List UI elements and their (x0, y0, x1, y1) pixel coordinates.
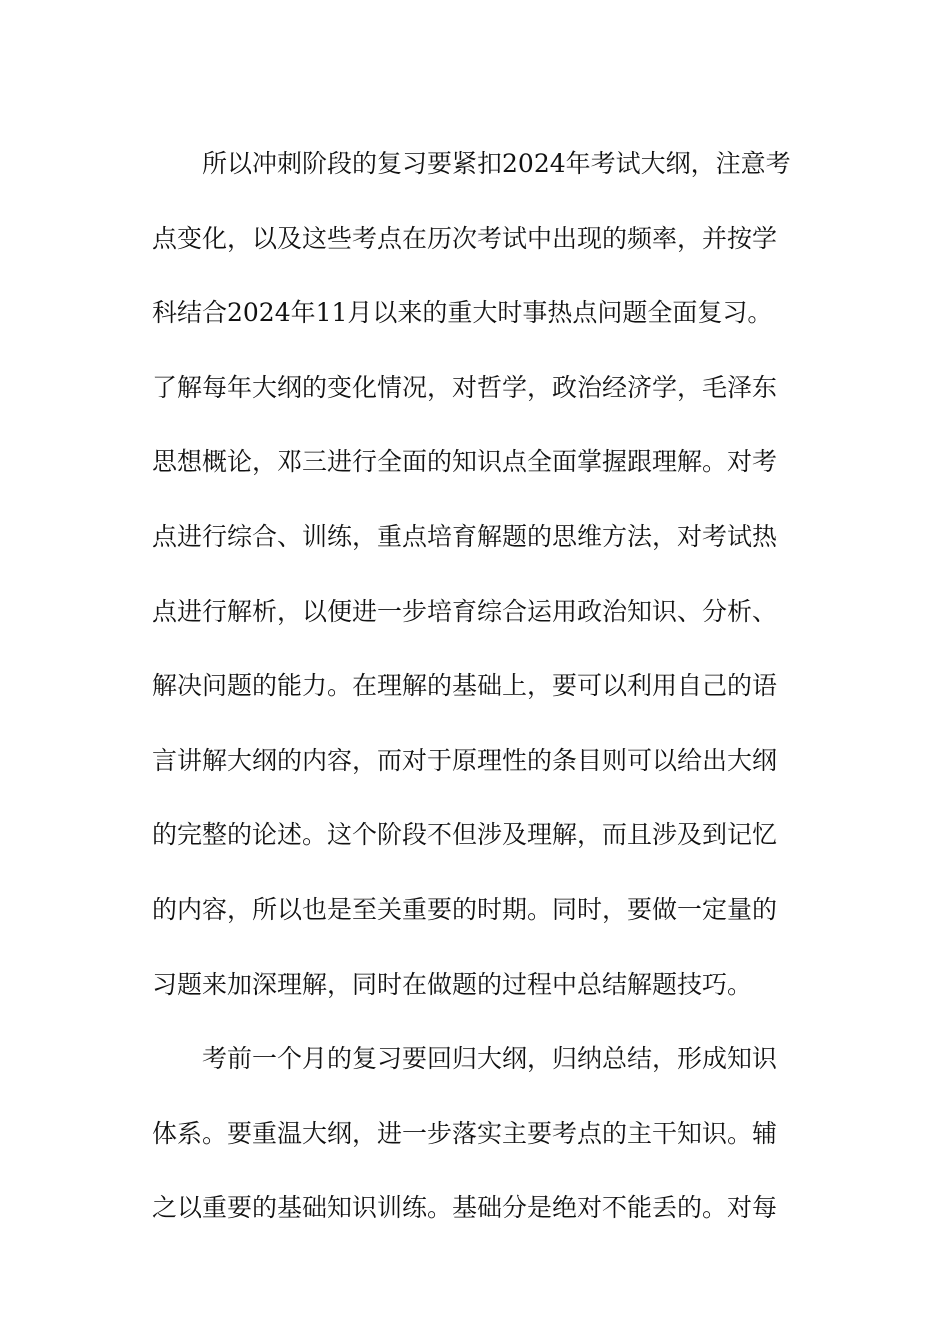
text-line: 思想概论，邓三进行全面的知识点全面掌握跟理解。对考 (152, 447, 778, 477)
text-line: 考前一个月的复习要回归大纲，归纳总结，形成知识 (202, 1044, 778, 1074)
paragraph-2 (152, 1022, 802, 1246)
text-line: 的内容，所以也是至关重要的时期。同时，要做一定量的 (152, 894, 778, 924)
paragraph-1 (152, 127, 802, 1022)
text-line: 点变化，以及这些考点在历次考试中出现的频率，并按学 (152, 223, 778, 253)
text-line: 点进行解析，以便进一步培育综合运用政治知识、分析、 (152, 596, 778, 626)
text-line: 的完整的论述。这个阶段不但涉及理解，而且涉及到记忆 (152, 820, 778, 850)
text-line: 习题来加深理解，同时在做题的过程中总结解题技巧。 (152, 969, 753, 999)
text-line: 言讲解大纲的内容，而对于原理性的条目则可以给出大纲 (152, 745, 778, 775)
text-line: 点进行综合、训练，重点培育解题的思维方法，对考试热 (152, 521, 778, 551)
text-line: 了解每年大纲的变化情况，对哲学，政治经济学，毛泽东 (152, 372, 778, 402)
text-line: 科结合2024年11月以来的重大时事热点问题全面复习。 (152, 298, 773, 328)
text-line: 体系。要重温大纲，进一步落实主要考点的主干知识。辅 (152, 1118, 778, 1148)
document-body (152, 127, 802, 1246)
text-line: 所以冲刺阶段的复习要紧扣2024年考试大纲，注意考 (202, 149, 791, 178)
text-line: 之以重要的基础知识训练。基础分是绝对不能丢的。对每 (152, 1193, 778, 1223)
text-line: 解决问题的能力。在理解的基础上，要可以利用自己的语 (152, 671, 778, 701)
